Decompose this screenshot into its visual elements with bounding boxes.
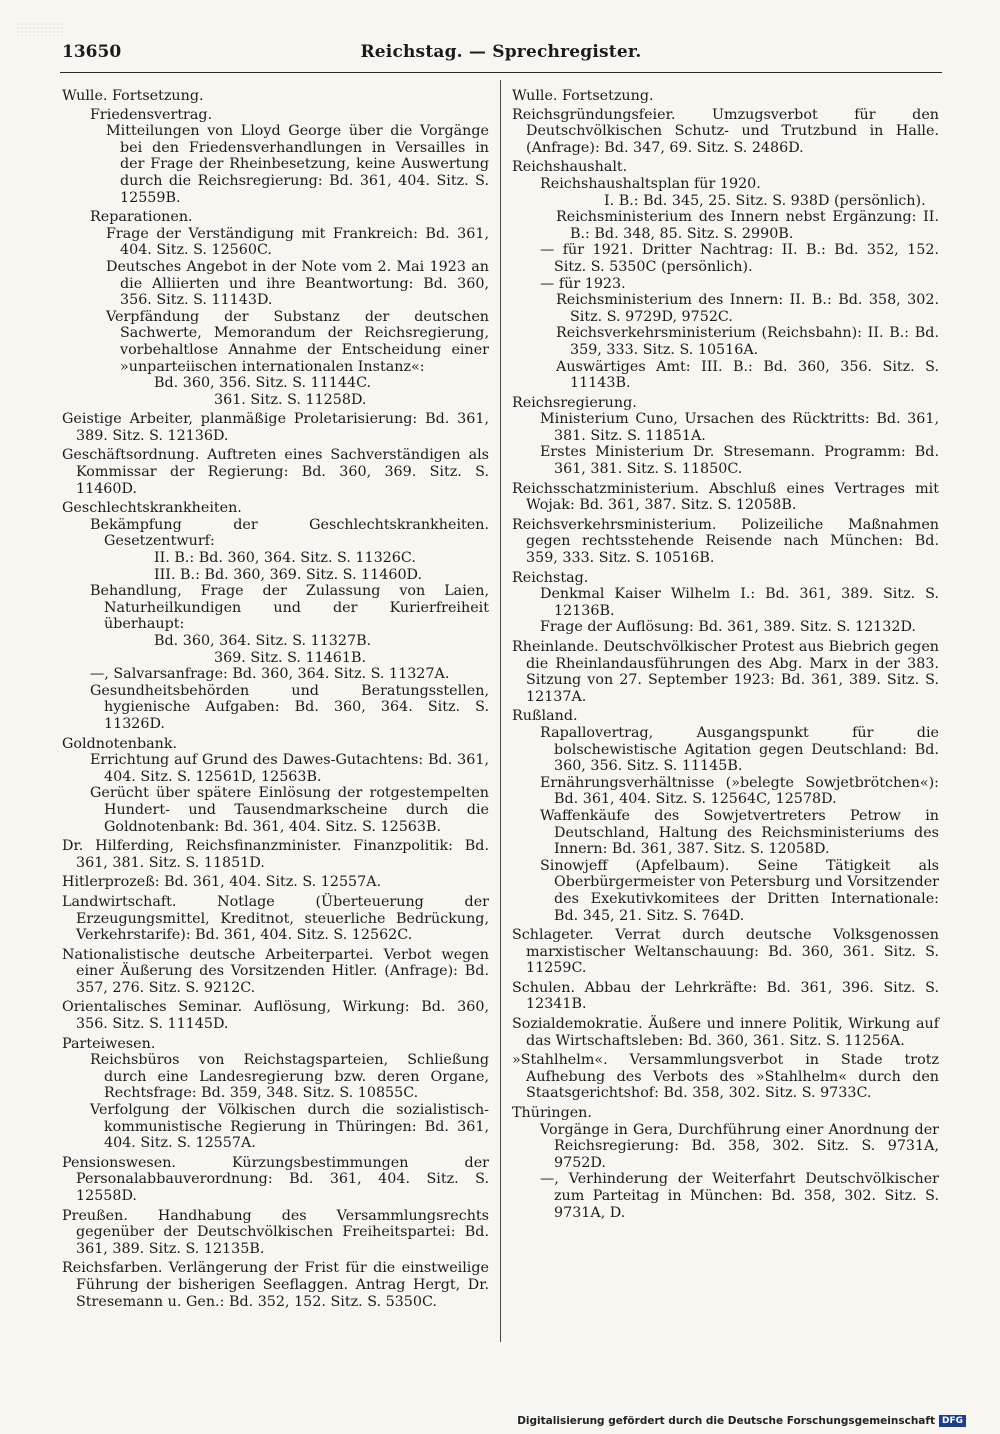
index-entry: Reichshaushalt.	[512, 159, 628, 176]
index-subentry: Verfolgung der Völkischen durch die sozialistisch-kommunistische Regierung in Thüringen: Bd. 361, 404. Sitz. S. 12557A.	[90, 1102, 489, 1152]
index-subentry: Bd. 360, 356. Sitz. S. 11144C.	[154, 375, 372, 392]
index-subentry: Vorgänge in Gera, Durchführung einer Anordnung der Reichsregierung: Bd. 358, 302. Sitz. S. 9731A, 9752D.	[540, 1121, 939, 1171]
index-subentry: Auswärtiges Amt: III. B.: Bd. 360, 356. Sitz. S. 11143B.	[556, 358, 939, 392]
index-subentry: Ministerium Cuno, Ursachen des Rücktritts: Bd. 361, 381. Sitz. S. 11851A.	[540, 411, 939, 444]
index-entry: Preußen. Handhabung des Versammlungsrechts gegenüber der Deutschvölkischen Freiheitspartei: Bd. 361, 389. Sitz. S. 12135B.	[62, 1207, 489, 1257]
index-subentry: Errichtung auf Grund des Dawes-Gutachtens: Bd. 361, 404. Sitz. S. 12561D, 12563B.	[90, 752, 489, 785]
index-entry: Landwirtschaft. Notlage (Überteuerung der Erzeugungsmittel, Kreditnot, steuerliche Bedrückung, Verkehrstarife): Bd. 361, 404. Sitz. S. 12562C.	[62, 893, 489, 944]
index-entry: Sozialdemokratie. Äußere und innere Politik, Wirkung auf das Wirtschaftsleben: Bd. 360, 361. Sitz. S. 11256A.	[512, 1016, 939, 1049]
index-subentry: Erstes Ministerium Dr. Stresemann. Programm: Bd. 361, 381. Sitz. S. 11850C.	[540, 444, 939, 478]
index-subentry: Sinowjeff (Apfelbaum). Seine Tätigkeit als Oberbürgermeister von Petersburg und Vorsitzender des Exekutivkomitees der Dritten Internationale: Bd. 345, 21. Sitz. S. 764D.	[540, 857, 939, 924]
index-subentry: Reichsministerium des Innern nebst Ergänzung: II. B.: Bd. 348, 85. Sitz. S. 2990B.	[556, 209, 939, 242]
index-subentry: Rapallovertrag, Ausgangspunkt für die bolschewistische Agitation gegen Deutschland: Bd. 360, 356. Sitz. S. 11145B.	[540, 724, 939, 775]
footer-credit	[517, 1415, 966, 1427]
index-subentry: Gerücht über spätere Einlösung der rotgestempelten Hundert- und Tausendmarkscheine durch die Goldnotenbank: Bd. 361, 404. Sitz. S. 12563B.	[90, 785, 489, 835]
index-subentry: Deutsches Angebot in der Note vom 2. Mai 1923 an die Alliierten und ihre Beantwortung: Bd. 360, 356. Sitz. S. 11143D.	[106, 258, 489, 309]
index-entry: Schulen. Abbau der Lehrkräfte: Bd. 361, 396. Sitz. S. 12341B.	[512, 979, 939, 1013]
index-entry: Nationalistische deutsche Arbeiterpartei. Verbot wegen einer Äußerung des Vorsitzenden Hitler. (Anfrage): Bd. 357, 276. Sitz. S. 9212C.	[62, 946, 489, 996]
index-subentry: Bekämpfung der Geschlechtskrankheiten. Gesetzentwurf:	[90, 516, 489, 550]
index-entry: Pensionswesen. Kürzungsbestimmungen der Personalabbauverordnung: Bd. 361, 404. Sitz. S. 12558D.	[62, 1154, 489, 1204]
index-subentry: Denkmal Kaiser Wilhelm I.: Bd. 361, 389. Sitz. S. 12136B.	[540, 586, 939, 619]
index-subentry: Reichsverkehrsministerium (Reichsbahn): II. B.: Bd. 359, 333. Sitz. S. 10516A.	[556, 325, 939, 358]
index-subentry: II. B.: Bd. 360, 364. Sitz. S. 11326C.	[154, 550, 416, 567]
index-entry: Schlageter. Verrat durch deutsche Volksgenossen marxistischer Weltanschauung: Bd. 360, 361. Sitz. S. 11259C.	[512, 927, 939, 977]
index-subentry: Reichshaushaltsplan für 1920.	[540, 175, 761, 192]
index-subentry: Reichsministerium des Innern: II. B.: Bd. 358, 302. Sitz. S. 9729D, 9752C.	[556, 292, 939, 325]
index-entry: Reichstag.	[512, 569, 589, 586]
right-column	[512, 88, 939, 1221]
index-subentry: 361. Sitz. S. 11258D.	[214, 391, 367, 408]
index-subentry: — für 1923.	[540, 275, 626, 292]
index-subentry: Frage der Verständigung mit Frankreich: Bd. 361, 404. Sitz. S. 12560C.	[106, 225, 489, 259]
index-subentry: Bd. 360, 364. Sitz. S. 11327B.	[154, 633, 372, 649]
header-rule	[60, 72, 942, 73]
index-subentry: Behandlung, Frage der Zulassung von Laien, Naturheilkundigen und der Kurierfreiheit überhaupt:	[90, 583, 489, 633]
index-entry: Goldnotenbank.	[62, 735, 178, 752]
index-entry: Reichsschatzministerium. Abschluß eines Vertrages mit Wojak: Bd. 361, 387. Sitz. S. 12058B.	[512, 480, 939, 514]
index-entry: Parteiwesen.	[62, 1035, 156, 1052]
index-entry: Rußland.	[512, 708, 578, 725]
index-entry: Orientalisches Seminar. Auflösung, Wirkung: Bd. 360, 356. Sitz. S. 11145D.	[62, 999, 489, 1033]
page-header	[62, 42, 940, 66]
scan-speckle	[16, 22, 64, 36]
index-entry: Reichsregierung.	[512, 394, 637, 411]
index-entry: Geschlechtskrankheiten.	[62, 500, 242, 517]
index-subentry: —, Verhinderung der Weiterfahrt Deutschvölkischer zum Parteitag in München: Bd. 358, 302. Sitz. S. 9731A, D.	[540, 1171, 939, 1221]
index-subentry: Gesundheitsbehörden und Beratungsstellen, hygienische Aufgaben: Bd. 360, 364. Sitz. S. 11326D.	[90, 682, 489, 732]
index-subentry: Frage der Auflösung: Bd. 361, 389. Sitz. S. 12132D.	[540, 619, 916, 636]
index-entry: Geistige Arbeiter, planmäßige Proletarisierung: Bd. 361, 389. Sitz. S. 12136D.	[62, 411, 489, 444]
index-subentry: Mitteilungen von Lloyd George über die Vorgänge bei den Friedensverhandlungen in Versailles in der Frage der Rheinbesetzung, keine Auswertung durch die Reichsregierung: Bd. 361, 404. Sitz. S. 12559B.	[106, 123, 489, 206]
index-subentry: Verpfändung der Substanz der deutschen Sachwerte, Memorandum der Reichsregierung, vorbehaltlose Annahme der Entscheidung einer »unparteiischen internationalen Instanz«:	[106, 308, 489, 375]
index-entry: Rheinlande. Deutschvölkischer Protest aus Biebrich gegen die Rheinlandausführungen des Abg. Marx in der 383. Sitzung von 27. September 1923: Bd. 361, 389. Sitz. S. 12137A.	[512, 639, 939, 705]
index-subentry: 369. Sitz. S. 11461B.	[214, 649, 367, 666]
index-entry: Reichsgründungsfeier. Umzugsverbot für den Deutschvölkischen Schutz- und Trutzbund in Halle. (Anfrage): Bd. 347, 69. Sitz. S. 2486D.	[512, 106, 939, 156]
index-entry: Reichsverkehrsministerium. Polizeiliche Maßnahmen gegen rechtsstehende Reisende nach München: Bd. 359, 333. Sitz. S. 10516B.	[512, 516, 939, 567]
column-divider	[500, 80, 501, 1342]
index-subentry: III. B.: Bd. 360, 369. Sitz. S. 11460D.	[154, 566, 423, 583]
index-subentry: —, Salvarsanfrage: Bd. 360, 364. Sitz. S. 11327A.	[90, 666, 450, 683]
index-entry: Dr. Hilferding, Reichsfinanzminister. Finanzpolitik: Bd. 361, 381. Sitz. S. 11851D.	[62, 838, 489, 871]
index-subentry: I. B.: Bd. 345, 25. Sitz. S. 938D (persönlich).	[604, 192, 926, 209]
left-column	[62, 88, 489, 1310]
footer-text: Digitalisierung gefördert durch die Deutsche Forschungsgemeinschaft	[517, 1415, 935, 1427]
index-entry: »Stahlhelm«. Versammlungsverbot in Stade trotz Aufhebung des Verbots des »Stahlhelm« durch den Staatsgerichtshof: Bd. 358, 302. Sitz. S. 9733C.	[512, 1052, 939, 1102]
index-subentry: — für 1921. Dritter Nachtrag: II. B.: Bd. 352, 152. Sitz. S. 5350C (persönlich).	[540, 242, 939, 275]
index-entry: Reichsfarben. Verlängerung der Frist für die einstweilige Führung der bisherigen Seeflaggen. Antrag Hergt, Dr. Stresemann u. Gen.: Bd. 352, 152. Sitz. S. 5350C.	[62, 1260, 489, 1310]
index-entry: Hitlerprozeß: Bd. 361, 404. Sitz. S. 12557A.	[62, 874, 382, 891]
index-entry: Geschäftsordnung. Auftreten eines Sachverständigen als Kommissar der Regierung: Bd. 360, 369. Sitz. S. 11460D.	[62, 447, 489, 497]
index-subentry: Reichsbüros von Reichstagsparteien, Schließung durch eine Landesregierung bzw. deren Organe, Rechtsfrage: Bd. 359, 348. Sitz. S. 10855C.	[90, 1052, 489, 1102]
index-entry: Wulle. Fortsetzung.	[512, 88, 654, 104]
running-title: Reichstag. — Sprechregister.	[360, 42, 642, 62]
index-entry: Thüringen.	[512, 1105, 592, 1122]
index-subentry: Ernährungsverhältnisse (»belegte Sowjetbrötchen«): Bd. 361, 404. Sitz. S. 12564C, 12578D.	[540, 774, 939, 808]
index-subentry: Reparationen.	[90, 209, 193, 226]
index-subentry: Waffenkäufe des Sowjetvertreters Petrow in Deutschland, Haltung des Reichsministeriums des Innern: Bd. 361, 387. Sitz. S. 12058D.	[540, 807, 939, 858]
dfg-logo: DFG	[939, 1415, 966, 1427]
index-entry: Wulle. Fortsetzung.	[62, 88, 204, 104]
page-number: 13650	[62, 42, 122, 62]
index-subentry: Friedensvertrag.	[90, 106, 213, 123]
